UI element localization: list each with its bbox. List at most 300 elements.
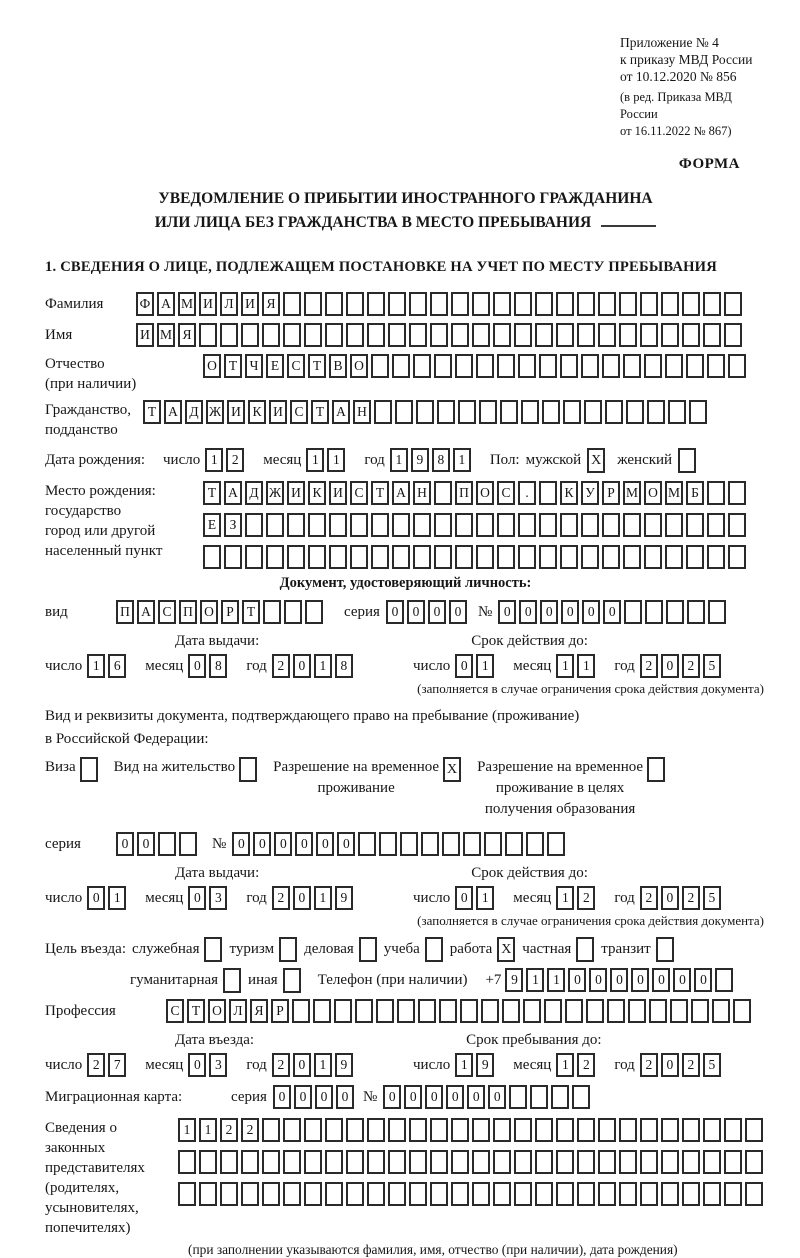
char-cell[interactable]	[535, 292, 553, 316]
char-cell[interactable]: 1	[556, 654, 574, 678]
char-cell[interactable]	[623, 354, 641, 378]
char-cell[interactable]: 0	[293, 654, 311, 678]
char-cell[interactable]	[598, 1150, 616, 1174]
char-cell[interactable]	[539, 513, 557, 537]
char-cell[interactable]	[745, 1118, 763, 1142]
purpose-гуманитарная-checkbox[interactable]	[223, 968, 241, 993]
char-cell[interactable]	[565, 999, 583, 1023]
char-cell[interactable]	[479, 400, 497, 424]
char-cell[interactable]: У	[581, 481, 599, 505]
char-cell[interactable]: Ж	[266, 481, 284, 505]
char-cell[interactable]	[263, 600, 281, 624]
char-cell[interactable]	[619, 292, 637, 316]
char-cell[interactable]	[640, 1182, 658, 1206]
char-cell[interactable]: 1	[306, 448, 324, 472]
char-cell[interactable]	[539, 481, 557, 505]
char-cell[interactable]: 9	[505, 968, 523, 992]
char-cell[interactable]	[518, 545, 536, 569]
char-cell[interactable]	[619, 1182, 637, 1206]
char-cell[interactable]	[292, 999, 310, 1023]
char-cell[interactable]	[241, 1150, 259, 1174]
char-cell[interactable]	[581, 513, 599, 537]
char-cell[interactable]: 2	[226, 448, 244, 472]
char-cell[interactable]	[367, 323, 385, 347]
char-cell[interactable]	[325, 1182, 343, 1206]
char-cell[interactable]: Л	[229, 999, 247, 1023]
char-cell[interactable]: 1	[205, 448, 223, 472]
char-cell[interactable]	[329, 545, 347, 569]
char-cell[interactable]	[346, 1182, 364, 1206]
char-cell[interactable]: П	[455, 481, 473, 505]
char-cell[interactable]	[178, 1182, 196, 1206]
char-cell[interactable]	[665, 545, 683, 569]
char-cell[interactable]	[644, 354, 662, 378]
char-cell[interactable]: Н	[413, 481, 431, 505]
char-cell[interactable]	[409, 292, 427, 316]
char-cell[interactable]	[199, 1150, 217, 1174]
char-cell[interactable]: Р	[602, 481, 620, 505]
char-cell[interactable]: 0	[568, 968, 586, 992]
char-cell[interactable]	[355, 999, 373, 1023]
char-cell[interactable]	[388, 1150, 406, 1174]
char-cell[interactable]	[682, 292, 700, 316]
char-cell[interactable]: 0	[446, 1085, 464, 1109]
char-cell[interactable]	[577, 1118, 595, 1142]
char-cell[interactable]	[530, 1085, 548, 1109]
char-cell[interactable]	[547, 832, 565, 856]
char-cell[interactable]: 0	[661, 1053, 679, 1077]
char-cell[interactable]	[535, 323, 553, 347]
char-cell[interactable]: 2	[640, 1053, 658, 1077]
char-cell[interactable]	[442, 832, 460, 856]
char-cell[interactable]	[409, 1182, 427, 1206]
residence-Виза-checkbox[interactable]	[80, 757, 98, 782]
char-cell[interactable]: 1	[556, 886, 574, 910]
char-cell[interactable]	[572, 1085, 590, 1109]
char-cell[interactable]: Л	[220, 292, 238, 316]
char-cell[interactable]	[514, 1182, 532, 1206]
char-cell[interactable]	[551, 1085, 569, 1109]
char-cell[interactable]	[283, 292, 301, 316]
char-cell[interactable]	[535, 1182, 553, 1206]
char-cell[interactable]: Я	[250, 999, 268, 1023]
char-cell[interactable]: 1	[327, 448, 345, 472]
char-cell[interactable]: 5	[703, 654, 721, 678]
char-cell[interactable]	[708, 600, 726, 624]
char-cell[interactable]: 0	[316, 832, 334, 856]
char-cell[interactable]	[437, 400, 455, 424]
char-cell[interactable]	[724, 323, 742, 347]
char-cell[interactable]	[560, 354, 578, 378]
char-cell[interactable]	[602, 545, 620, 569]
purpose-иная-checkbox[interactable]	[283, 968, 301, 993]
char-cell[interactable]	[544, 999, 562, 1023]
char-cell[interactable]: 0	[603, 600, 621, 624]
char-cell[interactable]	[728, 481, 746, 505]
char-cell[interactable]	[484, 832, 502, 856]
char-cell[interactable]	[388, 323, 406, 347]
char-cell[interactable]	[682, 1118, 700, 1142]
char-cell[interactable]: 0	[582, 600, 600, 624]
char-cell[interactable]	[624, 600, 642, 624]
char-cell[interactable]	[521, 400, 539, 424]
char-cell[interactable]	[724, 1150, 742, 1174]
char-cell[interactable]	[325, 292, 343, 316]
char-cell[interactable]	[724, 1118, 742, 1142]
char-cell[interactable]	[199, 323, 217, 347]
char-cell[interactable]	[434, 545, 452, 569]
char-cell[interactable]: 0	[425, 1085, 443, 1109]
char-cell[interactable]	[682, 323, 700, 347]
char-cell[interactable]	[703, 1150, 721, 1174]
char-cell[interactable]	[500, 400, 518, 424]
purpose-туризм-checkbox[interactable]	[279, 937, 297, 962]
char-cell[interactable]	[560, 545, 578, 569]
char-cell[interactable]	[661, 292, 679, 316]
char-cell[interactable]: 1	[108, 886, 126, 910]
char-cell[interactable]	[203, 545, 221, 569]
char-cell[interactable]: 0	[519, 600, 537, 624]
char-cell[interactable]	[262, 323, 280, 347]
char-cell[interactable]: 1	[390, 448, 408, 472]
char-cell[interactable]	[703, 323, 721, 347]
char-cell[interactable]: О	[644, 481, 662, 505]
char-cell[interactable]: О	[476, 481, 494, 505]
char-cell[interactable]: 0	[188, 1053, 206, 1077]
char-cell[interactable]	[304, 292, 322, 316]
char-cell[interactable]	[623, 513, 641, 537]
char-cell[interactable]	[376, 999, 394, 1023]
char-cell[interactable]	[526, 832, 544, 856]
char-cell[interactable]: Р	[271, 999, 289, 1023]
char-cell[interactable]	[199, 1182, 217, 1206]
char-cell[interactable]	[560, 513, 578, 537]
char-cell[interactable]: К	[560, 481, 578, 505]
char-cell[interactable]	[581, 354, 599, 378]
char-cell[interactable]	[455, 513, 473, 537]
char-cell[interactable]	[379, 832, 397, 856]
purpose-деловая-checkbox[interactable]	[359, 937, 377, 962]
char-cell[interactable]: 2	[272, 886, 290, 910]
char-cell[interactable]	[640, 323, 658, 347]
char-cell[interactable]: 0	[673, 968, 691, 992]
char-cell[interactable]	[304, 1182, 322, 1206]
char-cell[interactable]	[220, 1150, 238, 1174]
char-cell[interactable]	[518, 513, 536, 537]
char-cell[interactable]	[463, 832, 481, 856]
char-cell[interactable]	[325, 1118, 343, 1142]
char-cell[interactable]	[707, 354, 725, 378]
char-cell[interactable]	[493, 1150, 511, 1174]
char-cell[interactable]: 0	[498, 600, 516, 624]
char-cell[interactable]: Ф	[136, 292, 154, 316]
char-cell[interactable]: 1	[453, 448, 471, 472]
char-cell[interactable]	[472, 1150, 490, 1174]
char-cell[interactable]	[367, 1150, 385, 1174]
char-cell[interactable]: А	[392, 481, 410, 505]
char-cell[interactable]: 0	[407, 600, 425, 624]
char-cell[interactable]: М	[157, 323, 175, 347]
char-cell[interactable]	[388, 292, 406, 316]
char-cell[interactable]	[514, 323, 532, 347]
sex-female-checkbox[interactable]	[678, 448, 696, 473]
purpose-транзит-checkbox[interactable]	[656, 937, 674, 962]
char-cell[interactable]: 1	[476, 886, 494, 910]
char-cell[interactable]: С	[290, 400, 308, 424]
char-cell[interactable]	[158, 832, 176, 856]
char-cell[interactable]	[502, 999, 520, 1023]
char-cell[interactable]	[556, 323, 574, 347]
char-cell[interactable]	[434, 354, 452, 378]
char-cell[interactable]	[439, 999, 457, 1023]
char-cell[interactable]	[647, 400, 665, 424]
char-cell[interactable]	[682, 1150, 700, 1174]
char-cell[interactable]: И	[199, 292, 217, 316]
char-cell[interactable]	[367, 1118, 385, 1142]
char-cell[interactable]: Т	[308, 354, 326, 378]
char-cell[interactable]: Я	[262, 292, 280, 316]
char-cell[interactable]	[350, 513, 368, 537]
char-cell[interactable]	[395, 400, 413, 424]
char-cell[interactable]: З	[224, 513, 242, 537]
char-cell[interactable]: 2	[87, 1053, 105, 1077]
char-cell[interactable]	[325, 323, 343, 347]
char-cell[interactable]	[577, 1150, 595, 1174]
char-cell[interactable]	[682, 1182, 700, 1206]
char-cell[interactable]: 0	[449, 600, 467, 624]
char-cell[interactable]	[367, 292, 385, 316]
char-cell[interactable]	[451, 292, 469, 316]
char-cell[interactable]	[358, 832, 376, 856]
char-cell[interactable]	[493, 292, 511, 316]
char-cell[interactable]	[241, 323, 259, 347]
char-cell[interactable]	[451, 323, 469, 347]
char-cell[interactable]	[665, 354, 683, 378]
char-cell[interactable]: 0	[404, 1085, 422, 1109]
char-cell[interactable]	[409, 323, 427, 347]
char-cell[interactable]	[388, 1182, 406, 1206]
char-cell[interactable]	[686, 513, 704, 537]
char-cell[interactable]	[505, 832, 523, 856]
char-cell[interactable]	[371, 545, 389, 569]
char-cell[interactable]	[584, 400, 602, 424]
char-cell[interactable]	[430, 323, 448, 347]
char-cell[interactable]: Т	[203, 481, 221, 505]
char-cell[interactable]: 2	[272, 1053, 290, 1077]
char-cell[interactable]	[346, 323, 364, 347]
char-cell[interactable]	[304, 1118, 322, 1142]
char-cell[interactable]: 0	[188, 654, 206, 678]
char-cell[interactable]: Е	[266, 354, 284, 378]
char-cell[interactable]: 0	[116, 832, 134, 856]
char-cell[interactable]	[455, 545, 473, 569]
char-cell[interactable]	[430, 292, 448, 316]
char-cell[interactable]	[668, 400, 686, 424]
char-cell[interactable]: А	[137, 600, 155, 624]
char-cell[interactable]	[644, 545, 662, 569]
char-cell[interactable]	[703, 1118, 721, 1142]
char-cell[interactable]	[451, 1118, 469, 1142]
char-cell[interactable]: П	[116, 600, 134, 624]
char-cell[interactable]	[514, 1150, 532, 1174]
char-cell[interactable]: 7	[108, 1053, 126, 1077]
residence-Разрешение на временное-checkbox[interactable]	[647, 757, 665, 782]
char-cell[interactable]	[178, 1150, 196, 1174]
char-cell[interactable]: 8	[209, 654, 227, 678]
char-cell[interactable]	[649, 999, 667, 1023]
char-cell[interactable]: А	[224, 481, 242, 505]
char-cell[interactable]: 0	[137, 832, 155, 856]
char-cell[interactable]	[518, 354, 536, 378]
char-cell[interactable]	[392, 513, 410, 537]
char-cell[interactable]: Ч	[245, 354, 263, 378]
char-cell[interactable]	[308, 513, 326, 537]
char-cell[interactable]: 2	[682, 1053, 700, 1077]
char-cell[interactable]: 2	[640, 654, 658, 678]
char-cell[interactable]	[430, 1182, 448, 1206]
char-cell[interactable]: 0	[589, 968, 607, 992]
char-cell[interactable]	[325, 1150, 343, 1174]
purpose-частная-checkbox[interactable]	[576, 937, 594, 962]
char-cell[interactable]	[715, 968, 733, 992]
char-cell[interactable]: 2	[682, 886, 700, 910]
char-cell[interactable]	[728, 354, 746, 378]
char-cell[interactable]	[283, 323, 301, 347]
char-cell[interactable]: Ж	[206, 400, 224, 424]
char-cell[interactable]: 0	[273, 1085, 291, 1109]
char-cell[interactable]	[703, 1182, 721, 1206]
char-cell[interactable]	[304, 323, 322, 347]
char-cell[interactable]	[287, 545, 305, 569]
char-cell[interactable]: И	[241, 292, 259, 316]
char-cell[interactable]: И	[329, 481, 347, 505]
char-cell[interactable]: 1	[526, 968, 544, 992]
char-cell[interactable]: 0	[661, 886, 679, 910]
char-cell[interactable]: 1	[314, 654, 332, 678]
char-cell[interactable]: 1	[199, 1118, 217, 1142]
char-cell[interactable]	[434, 513, 452, 537]
char-cell[interactable]: М	[178, 292, 196, 316]
char-cell[interactable]: И	[227, 400, 245, 424]
char-cell[interactable]	[691, 999, 709, 1023]
char-cell[interactable]	[728, 545, 746, 569]
char-cell[interactable]: 0	[337, 832, 355, 856]
char-cell[interactable]: 2	[640, 886, 658, 910]
purpose-работа-checkbox[interactable]: X	[497, 937, 515, 962]
char-cell[interactable]	[451, 1182, 469, 1206]
char-cell[interactable]	[371, 354, 389, 378]
char-cell[interactable]	[733, 999, 751, 1023]
char-cell[interactable]: 1	[476, 654, 494, 678]
char-cell[interactable]	[686, 354, 704, 378]
char-cell[interactable]	[728, 513, 746, 537]
char-cell[interactable]: 2	[241, 1118, 259, 1142]
char-cell[interactable]: О	[200, 600, 218, 624]
char-cell[interactable]	[745, 1182, 763, 1206]
char-cell[interactable]	[607, 999, 625, 1023]
char-cell[interactable]: 0	[315, 1085, 333, 1109]
char-cell[interactable]	[308, 545, 326, 569]
char-cell[interactable]	[619, 1150, 637, 1174]
purpose-учеба-checkbox[interactable]	[425, 937, 443, 962]
char-cell[interactable]	[556, 292, 574, 316]
char-cell[interactable]: А	[164, 400, 182, 424]
char-cell[interactable]	[329, 513, 347, 537]
char-cell[interactable]	[539, 354, 557, 378]
char-cell[interactable]	[313, 999, 331, 1023]
char-cell[interactable]	[514, 292, 532, 316]
char-cell[interactable]: 0	[87, 886, 105, 910]
char-cell[interactable]: 1	[577, 654, 595, 678]
char-cell[interactable]	[266, 513, 284, 537]
char-cell[interactable]: Б	[686, 481, 704, 505]
purpose-служебная-checkbox[interactable]	[204, 937, 222, 962]
char-cell[interactable]: О	[203, 354, 221, 378]
char-cell[interactable]	[400, 832, 418, 856]
char-cell[interactable]	[283, 1118, 301, 1142]
char-cell[interactable]	[418, 999, 436, 1023]
char-cell[interactable]: И	[136, 323, 154, 347]
char-cell[interactable]	[262, 1182, 280, 1206]
char-cell[interactable]: 3	[209, 886, 227, 910]
char-cell[interactable]: .	[518, 481, 536, 505]
char-cell[interactable]	[460, 999, 478, 1023]
char-cell[interactable]	[686, 545, 704, 569]
char-cell[interactable]: С	[350, 481, 368, 505]
char-cell[interactable]	[472, 1182, 490, 1206]
char-cell[interactable]: 8	[335, 654, 353, 678]
residence-Вид на жительство-checkbox[interactable]	[239, 757, 257, 782]
char-cell[interactable]	[602, 513, 620, 537]
char-cell[interactable]	[245, 513, 263, 537]
char-cell[interactable]: С	[287, 354, 305, 378]
char-cell[interactable]	[350, 545, 368, 569]
char-cell[interactable]	[413, 513, 431, 537]
char-cell[interactable]	[665, 513, 683, 537]
char-cell[interactable]: В	[329, 354, 347, 378]
char-cell[interactable]	[577, 292, 595, 316]
char-cell[interactable]	[523, 999, 541, 1023]
char-cell[interactable]	[707, 545, 725, 569]
char-cell[interactable]	[472, 323, 490, 347]
char-cell[interactable]	[346, 292, 364, 316]
char-cell[interactable]: 0	[295, 832, 313, 856]
char-cell[interactable]: Р	[221, 600, 239, 624]
char-cell[interactable]	[455, 354, 473, 378]
char-cell[interactable]	[287, 513, 305, 537]
char-cell[interactable]	[581, 545, 599, 569]
char-cell[interactable]	[661, 1118, 679, 1142]
char-cell[interactable]	[245, 545, 263, 569]
char-cell[interactable]: 0	[561, 600, 579, 624]
char-cell[interactable]: 0	[336, 1085, 354, 1109]
char-cell[interactable]	[745, 1150, 763, 1174]
char-cell[interactable]: 9	[476, 1053, 494, 1077]
char-cell[interactable]	[283, 1182, 301, 1206]
char-cell[interactable]: С	[166, 999, 184, 1023]
char-cell[interactable]: 2	[682, 654, 700, 678]
char-cell[interactable]: 0	[293, 886, 311, 910]
sex-male-checkbox[interactable]: X	[587, 448, 605, 473]
char-cell[interactable]: И	[269, 400, 287, 424]
char-cell[interactable]	[670, 999, 688, 1023]
char-cell[interactable]: 0	[467, 1085, 485, 1109]
char-cell[interactable]: 3	[209, 1053, 227, 1077]
char-cell[interactable]	[661, 1182, 679, 1206]
char-cell[interactable]: 1	[87, 654, 105, 678]
char-cell[interactable]	[687, 600, 705, 624]
char-cell[interactable]	[388, 1118, 406, 1142]
